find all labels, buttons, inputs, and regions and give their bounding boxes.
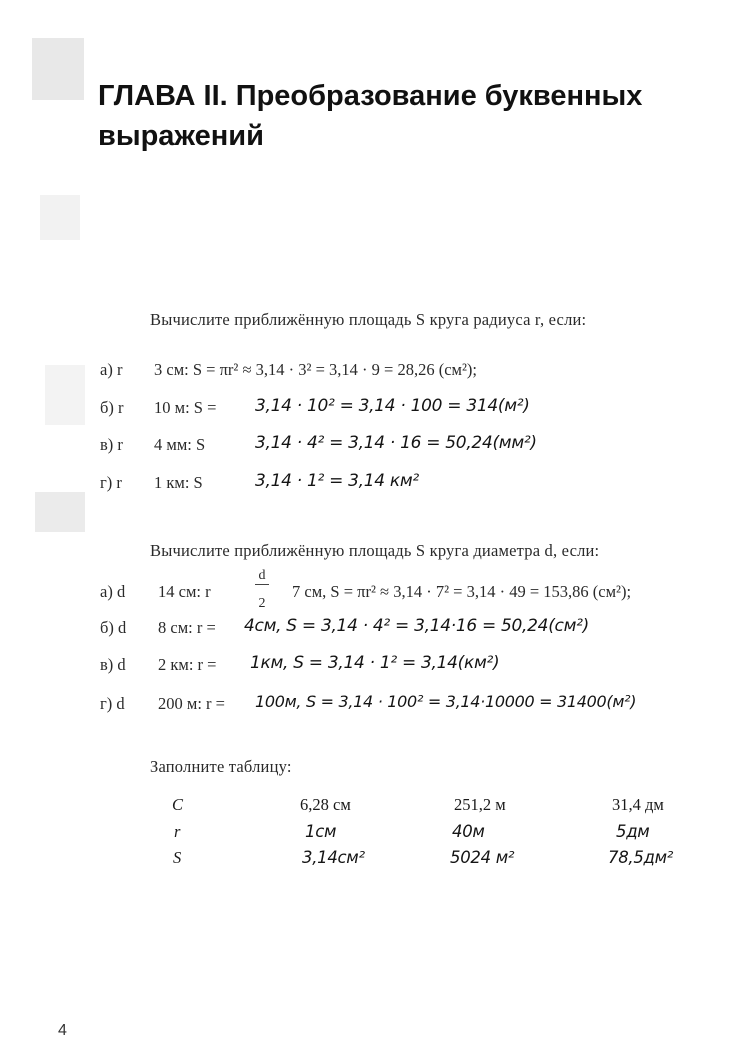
row-given: 3 см: S = πr² ≈ 3,14 · 3² = 3,14 · 9 = 28,26 (см²); (154, 360, 477, 379)
row-given: 2 км: r = (158, 655, 217, 674)
chapter-title-line2: выражений (98, 120, 264, 152)
handwritten-answer: 3,14 · 1² = 3,14 км² (255, 471, 419, 491)
handwritten-answer: 100м, S = 3,14 · 100² = 3,14·10000 = 31400(м²) (255, 692, 637, 711)
fraction-bar (255, 584, 269, 585)
row-label: а) r (100, 360, 123, 379)
table-row-label: S (173, 848, 182, 867)
chapter-title (98, 76, 718, 156)
table-cell-handwritten: 3,14см² (302, 848, 365, 867)
row-given: 14 см: r (158, 582, 211, 601)
problem1-prompt: Вычислите приближённую площадь S круга радиуса r, если: (150, 310, 587, 329)
handwritten-answer: 4см, S = 3,14 · 4² = 3,14·16 = 50,24(см²) (244, 616, 589, 636)
row-label: б) d (100, 618, 127, 637)
handwritten-answer: 3,14 · 4² = 3,14 · 16 = 50,24(мм²) (255, 433, 537, 453)
row-given: 1 км: S (154, 473, 203, 492)
table-cell-handwritten: 40м (452, 822, 485, 841)
row-given: 4 мм: S (154, 435, 206, 454)
row-label: г) r (100, 473, 122, 492)
row-given: 8 см: r = (158, 618, 216, 637)
problem3-prompt: Заполните таблицу: (150, 757, 292, 776)
table-row-label: C (172, 795, 184, 814)
row-label: в) d (100, 655, 126, 674)
fraction-numerator: d (258, 568, 266, 583)
row-label: г) d (100, 694, 125, 713)
table-cell-handwritten: 1см (305, 822, 337, 841)
table-row-label: r (174, 822, 181, 841)
row-label: в) r (100, 435, 123, 454)
row-label: б) r (100, 398, 124, 417)
table-cell: 31,4 дм (612, 795, 664, 814)
table-cell-handwritten: 5024 м² (450, 848, 515, 867)
fraction-denominator: 2 (258, 596, 266, 611)
fraction-d-over-2 (255, 568, 269, 612)
problem2-prompt: Вычислите приближённую площадь S круга диаметра d, если: (150, 541, 600, 560)
scan-artifact (40, 195, 80, 240)
row-given: 10 м: S = (154, 398, 217, 417)
handwritten-answer: 1км, S = 3,14 · 1² = 3,14(км²) (250, 653, 500, 673)
scan-artifact (32, 38, 84, 100)
table-cell-handwritten: 78,5дм² (608, 848, 674, 867)
table-cell: 251,2 м (454, 795, 506, 814)
table-cell: 6,28 см (300, 795, 351, 814)
row-rest: 7 см, S = πr² ≈ 3,14 · 7² = 3,14 · 49 = 153,86 (см²); (292, 582, 632, 601)
scan-artifact (45, 365, 85, 425)
chapter-title-line1: ГЛАВА II. Преобразование буквенных (98, 80, 643, 112)
row-given: 200 м: r = (158, 694, 225, 713)
handwritten-answer: 3,14 · 10² = 3,14 · 100 = 314(м²) (255, 396, 530, 416)
table-cell-handwritten: 5дм (616, 822, 650, 841)
page-number: 4 (58, 1022, 67, 1039)
scan-artifact (35, 492, 85, 532)
row-label: а) d (100, 582, 126, 601)
